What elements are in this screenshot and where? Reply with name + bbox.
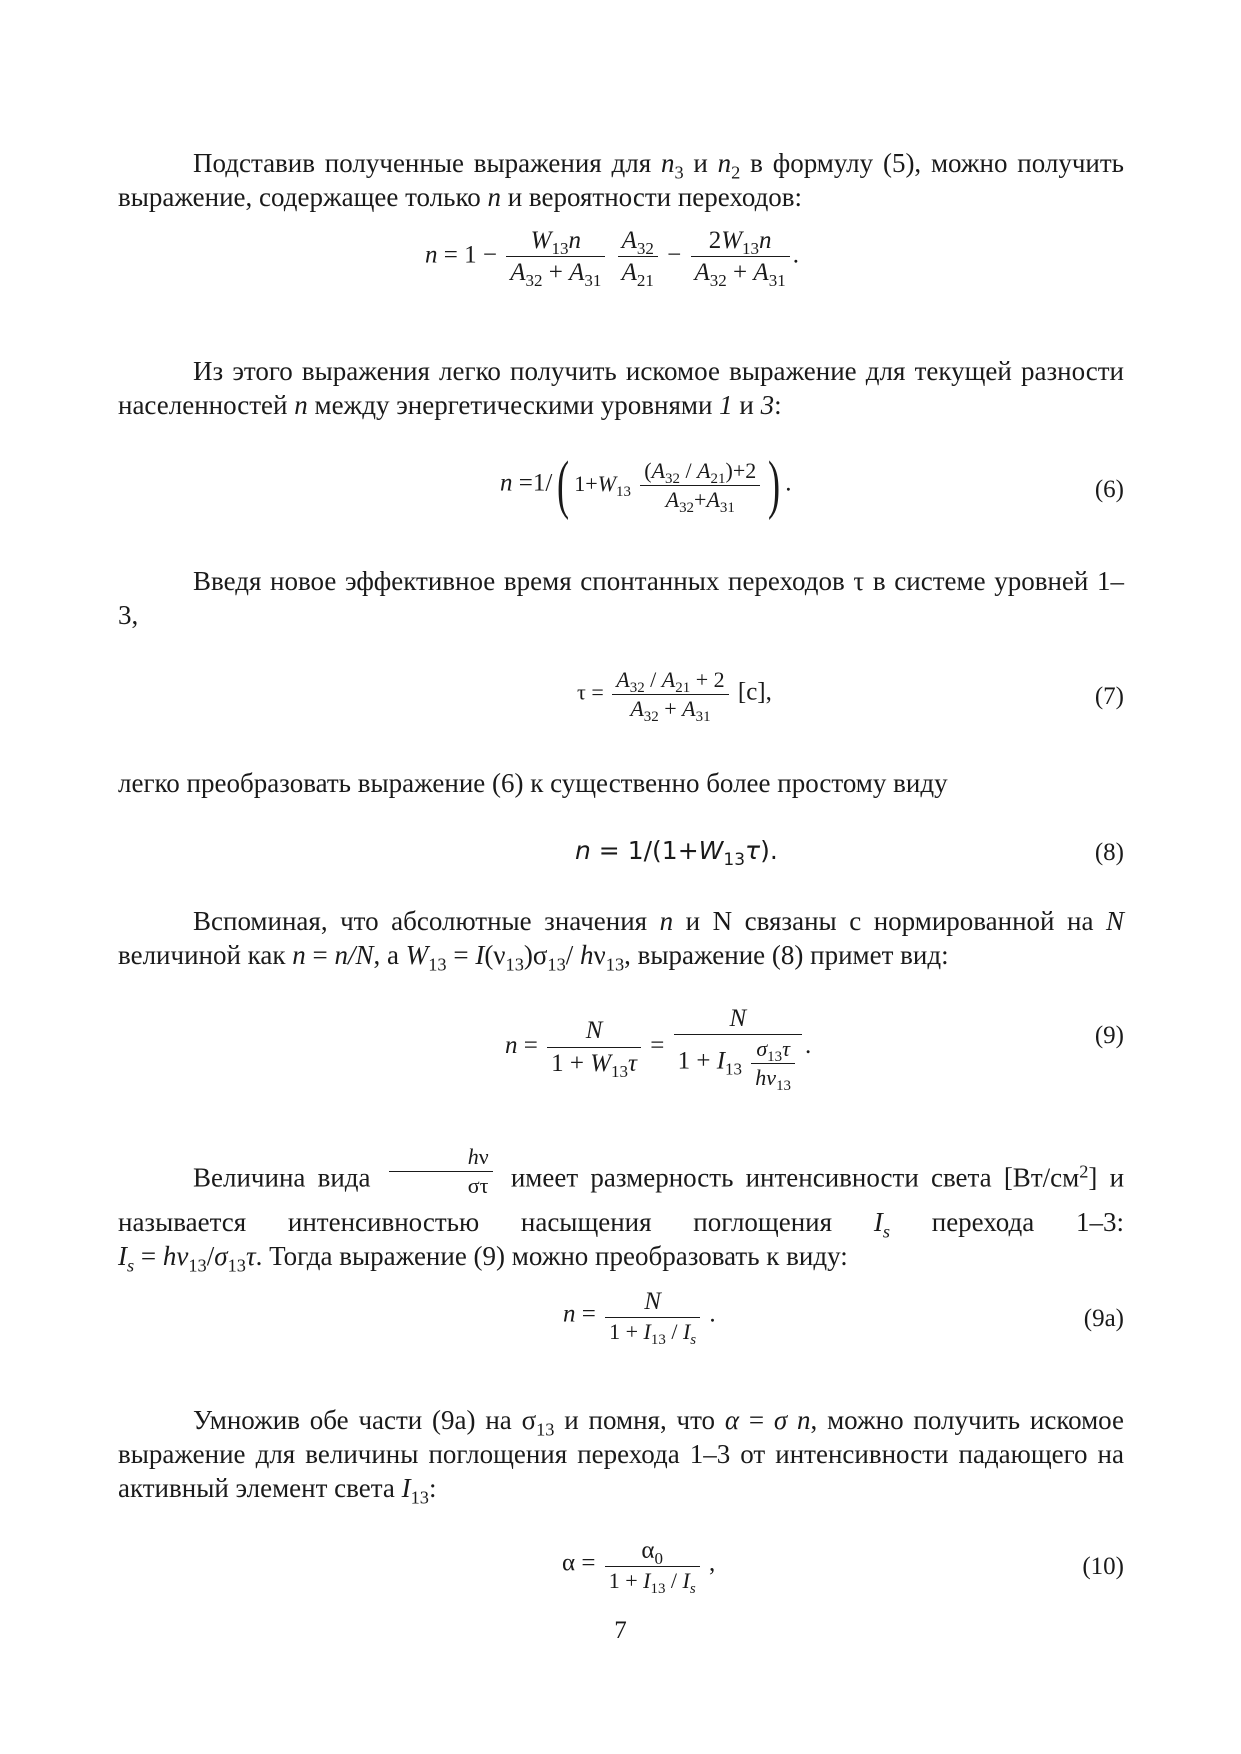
- formula-6: n =1/( $1+W_{13}$ $\frac{(A_{32} / A_{21})+2}{A_{32}+A_{31}}$ ) .: [500, 448, 792, 521]
- paragraph-1: Подставив полученные выражения для $n_3$ и $n_2$ в формулу (5), можно получить выражение, содержащее только n и вероятности переходов:: [118, 148, 1124, 212]
- formula-7: τ = $\frac{A_{32} / A_{21} + 2}{A_{32} + A_{31}}$ [с],: [577, 667, 772, 725]
- fraction-formula-6: $\frac{(A_{32} / A_{21})+2}{A_{32}+A_{31}}$: [640, 457, 760, 513]
- formula-9a: n = $\frac{N}{1 + I_{13} / I_s}$ .: [563, 1288, 716, 1349]
- fraction-formula-9-first: $\frac{N}{1 + W_{13}\tau}$: [547, 1015, 641, 1079]
- fraction-a32-a21: $\frac{A_{32}}{A_{21}}$: [618, 225, 658, 289]
- fraction-sigma-tau-over-hnu: $\frac{\sigma_{13}\tau}{h\nu_{13}}$: [751, 1035, 795, 1091]
- fraction-formula-9a: $\frac{N}{1 + I_{13} / I_s}$: [605, 1286, 700, 1346]
- equation-number-6: (6): [1094, 476, 1124, 503]
- fraction-2w13n: $\frac{2W_{13}n}{A_{32} + A_{31}}$: [691, 225, 790, 289]
- equation-number-9: (9): [1094, 1022, 1124, 1049]
- formula-10: α = $\frac{\alpha_0}{1 + I_{13} / I_s}$ ,: [562, 1537, 716, 1598]
- formula-9: n = $\frac{N}{1 + W_{13}\tau}$ = N $1 + I_{13}$ $\frac{\sigma_{13}\tau}{h\nu_{13}}$ .: [505, 1005, 812, 1094]
- fraction-hnu-over-sigmatau: $\frac{h\nu}{\sigma\tau}$: [389, 1143, 493, 1199]
- formula-8: $n = 1/(1+W_{13}\tau)$.: [575, 836, 778, 870]
- paragraph-7: Умножив обе части (9а) на $\sigma_{13}$ и помня, что α = σ n, можно получить искомое выражение для величины поглощения перехода 1–3 от интенсивности падающего на активный элемент света $I_{13}$:: [118, 1405, 1124, 1508]
- fraction-formula-10: $\frac{\alpha_0}{1 + I_{13} / I_s}$: [605, 1535, 700, 1595]
- equation-number-10: (10): [1082, 1553, 1124, 1580]
- fraction-formula-9-second: N $1 + I_{13}$ $\frac{\sigma_{13}\tau}{h\nu_{13}}$: [674, 1003, 802, 1091]
- formula-n-expression: n = 1 − $\frac{W_{13}n}{A_{32} + A_{31}}$ $\frac{A_{32}}{A_{21}}$ − $\frac{2W_{13}n}{A_{32} + A_{31}}$ .: [425, 227, 799, 291]
- equation-number-7: (7): [1094, 683, 1124, 710]
- paragraph-4: легко преобразовать выражение (6) к существенно более простому виду: [118, 768, 948, 798]
- paragraph-6: Величина вида $\frac{h\nu}{\sigma\tau}$ имеет размерность интенсивности света $[Вт/см^2]$ и называется интенсивностью насыщения поглощения $I_s$ перехода 1–3: $I_s = h\nu_{13}/\sigma_{13}\tau$. Тогда выражение (9) можно преобразовать к виду:: [118, 1144, 1125, 1276]
- paragraph-2: Из этого выражения легко получить искомое выражение для текущей разности населенностей n между энергетическими уровнями 1 и 3:: [118, 356, 1124, 420]
- fraction-w13n: $\frac{W_{13}n}{A_{32} + A_{31}}$: [506, 225, 605, 289]
- page-number: 7: [614, 1617, 627, 1644]
- paragraph-5: Вспоминая, что абсолютные значения n и N связаны с нормированной на N величиной как n = n/N, а $W_{13} = I(\nu_{13})\sigma_{13}/$ $h\nu_{13}$, выражение (8) примет вид:: [118, 906, 1125, 975]
- paragraph-3: Введя новое эффективное время спонтанных переходов τ в системе уровней 1–3,: [118, 566, 1124, 630]
- equation-number-9a: (9а): [1083, 1305, 1124, 1332]
- fraction-formula-7: $\frac{A_{32} / A_{21} + 2}{A_{32} + A_{31}}$: [612, 666, 728, 722]
- equation-number-8: (8): [1094, 839, 1124, 866]
